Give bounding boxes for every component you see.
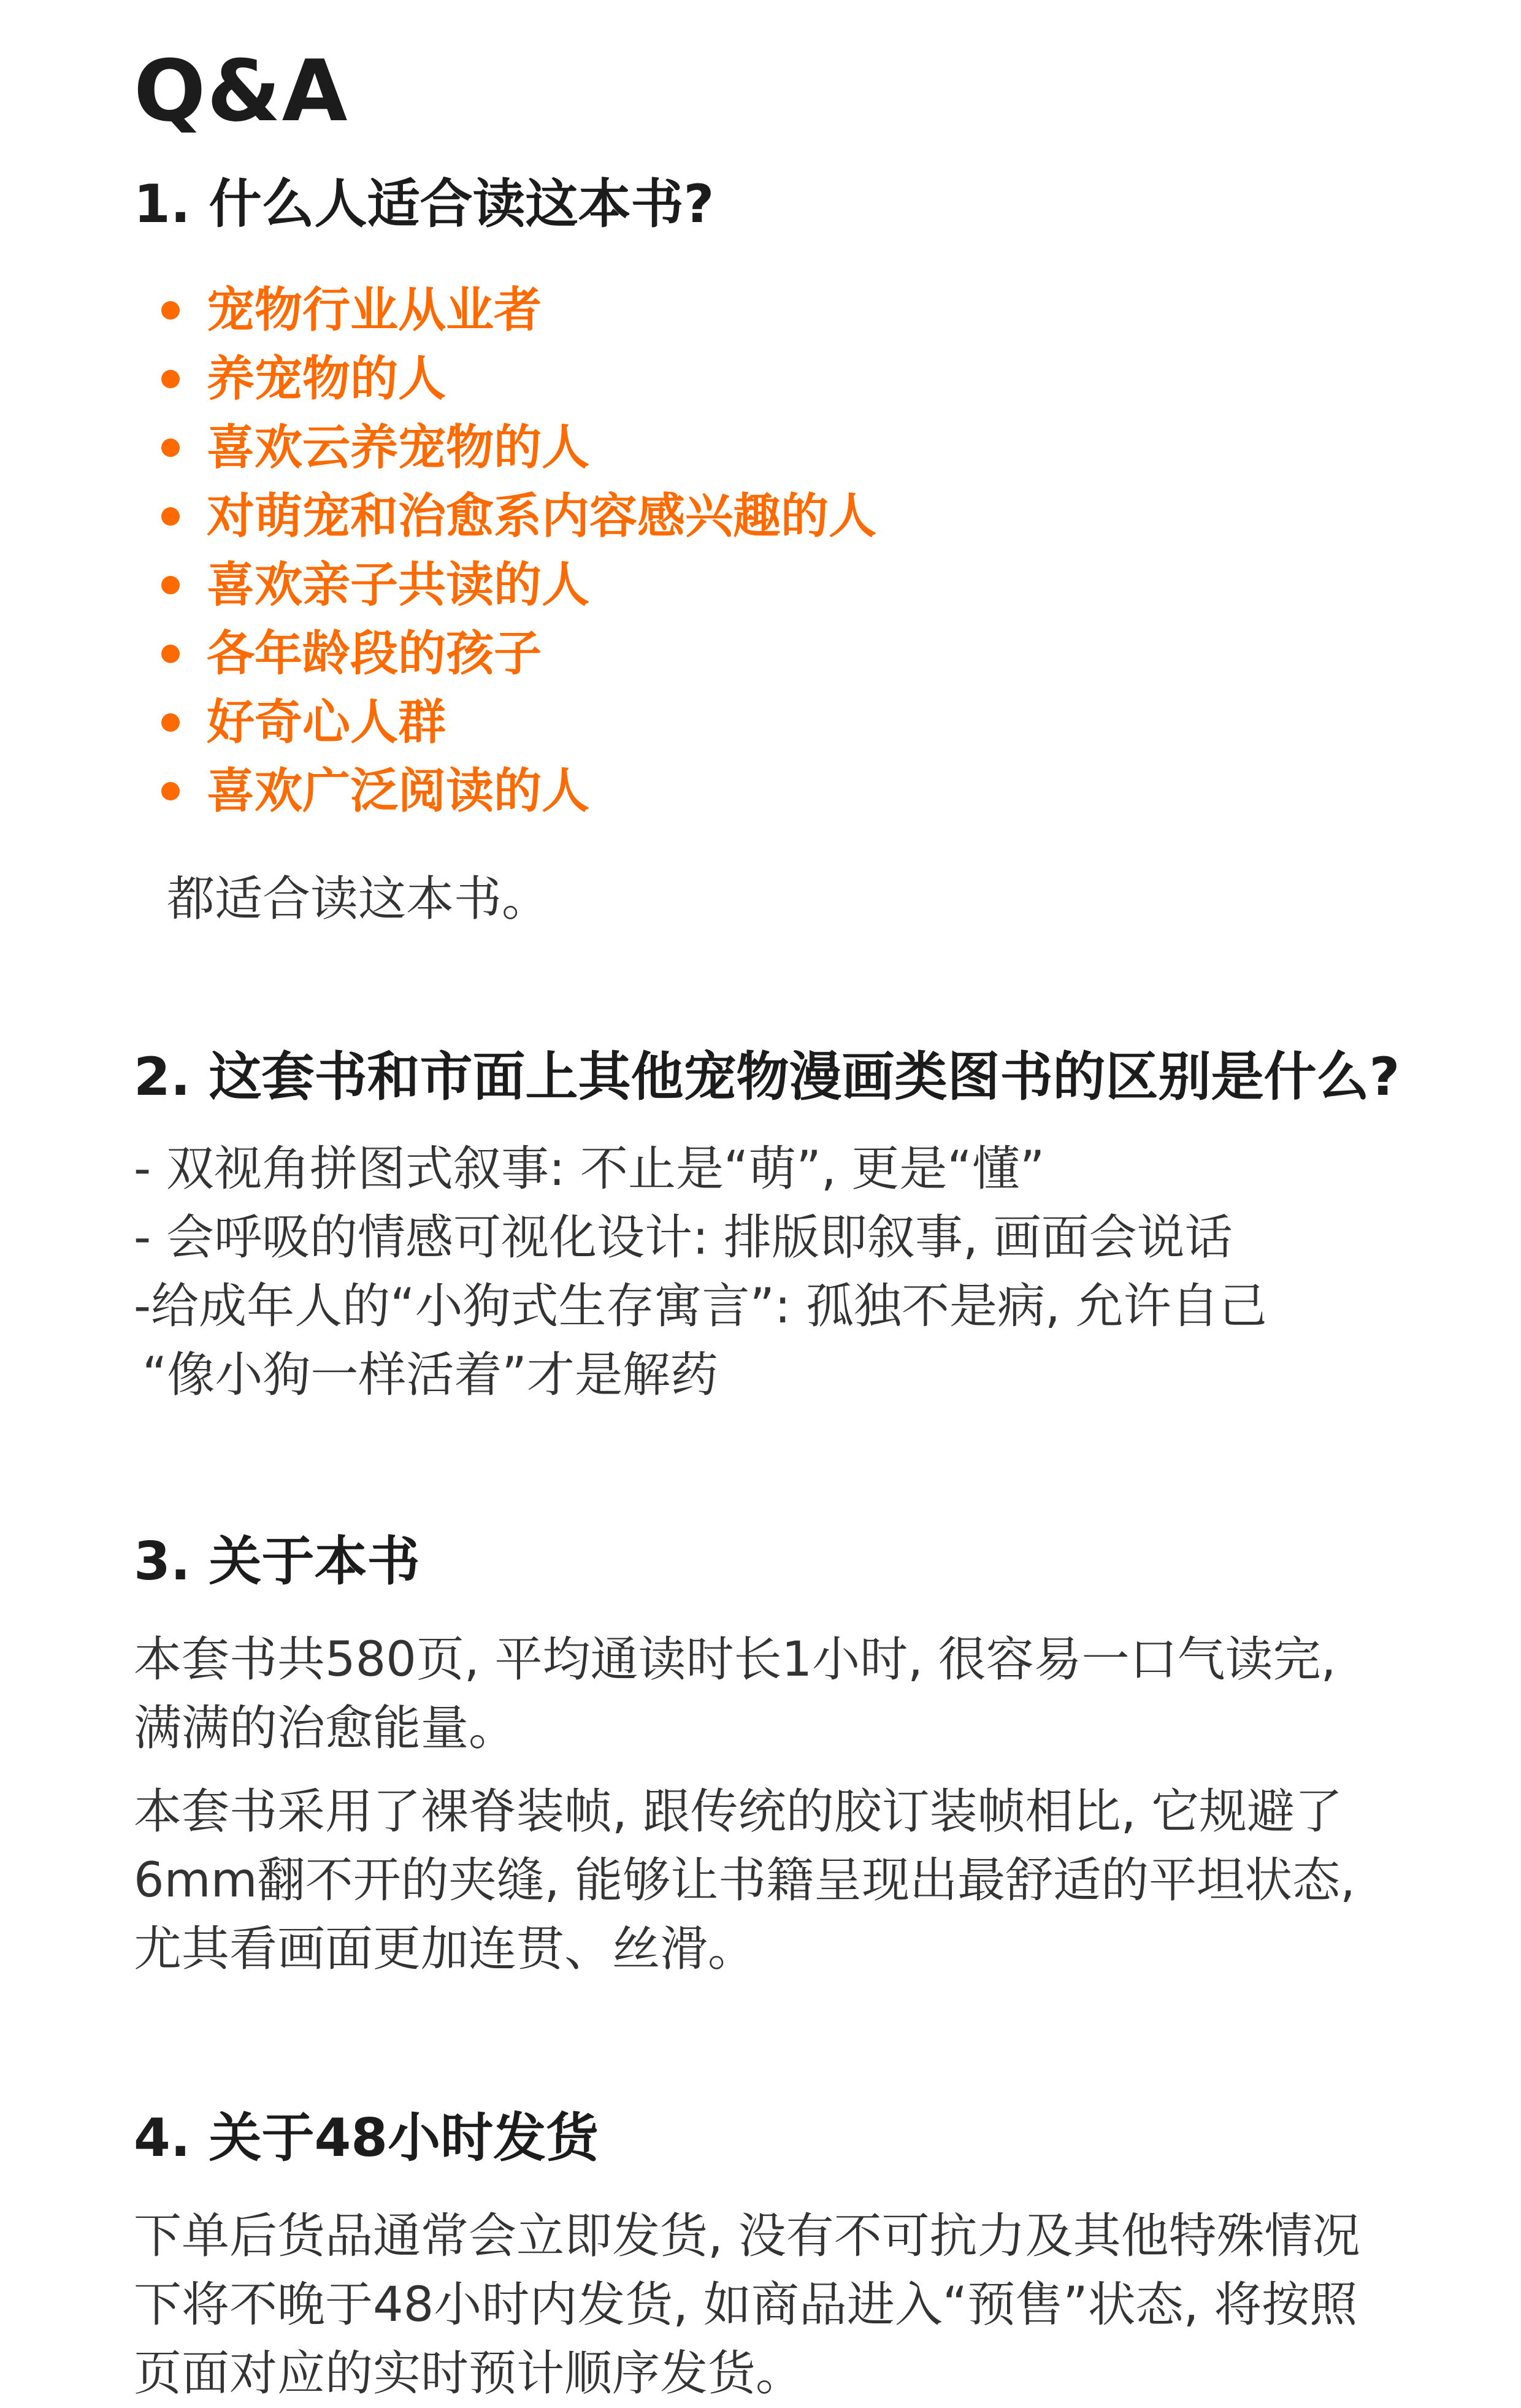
q3-paragraph-2: 本套书采用了裸脊装帧, 跟传统的胶订装帧相比, 它规避了6mm翻不开的夹缝, 能够让书籍呈现出最舒适的平坦状态, 尤其看画面更加连贯、丝滑。 [134,1784,1355,1977]
q1-heading: 1. 什么人适合读这本书? [134,174,715,235]
list-item: 对萌宠和治愈系内容感兴趣的人 [156,482,876,551]
bullet-dot-icon [161,507,180,526]
bullet-dot-icon [161,439,180,457]
bullet-dot-icon [161,645,180,663]
q3-heading: 3. 关于本书 [134,1531,420,1592]
list-item: 喜欢广泛阅读的人 [156,757,876,826]
q2-heading: 2. 这套书和市面上其他宠物漫画类图书的区别是什么? [134,1046,1400,1108]
list-item: 喜欢云养宠物的人 [156,413,876,482]
q4-heading: 4. 关于48小时发货 [134,2107,599,2169]
bullet-dot-icon [161,576,180,594]
list-item: 各年龄段的孩子 [156,619,876,688]
q4-paragraph-1: 下单后货品通常会立即发货, 没有不可抗力及其他特殊情况下将不晚于48小时内发货, 如商品进入“预售”状态, 将按照页面对应的实时预计顺序发货。 [134,2209,1360,2401]
page-title: Q&A [134,42,349,140]
bullet-dot-icon [161,713,180,732]
q1-footer: 都适合读这本书。 [167,872,550,927]
q2-line: “像小狗一样活着”才是解药 [142,1348,718,1403]
bullet-dot-icon [161,370,180,388]
list-item: 宠物行业从业者 [156,276,876,345]
list-item: 好奇心人群 [156,688,876,757]
q2-answer [134,1135,1397,1409]
q2-line: - 会呼吸的情感可视化设计: 排版即叙事, 画面会说话 [134,1210,1233,1265]
q2-line: -给成年人的“小狗式生存寓言”: 孤独不是病, 允许自己 [134,1279,1267,1334]
bullet-dot-icon [161,782,180,800]
q2-line: - 双视角拼图式叙事: 不止是“萌”, 更是“懂” [134,1141,1045,1197]
audience-list [156,276,876,826]
list-item: 喜欢亲子共读的人 [156,551,876,619]
q3-paragraph-1: 本套书共580页, 平均通读时长1小时, 很容易一口气读完, 满满的治愈能量。 [134,1632,1336,1756]
bullet-dot-icon [161,301,180,320]
list-item: 养宠物的人 [156,345,876,413]
